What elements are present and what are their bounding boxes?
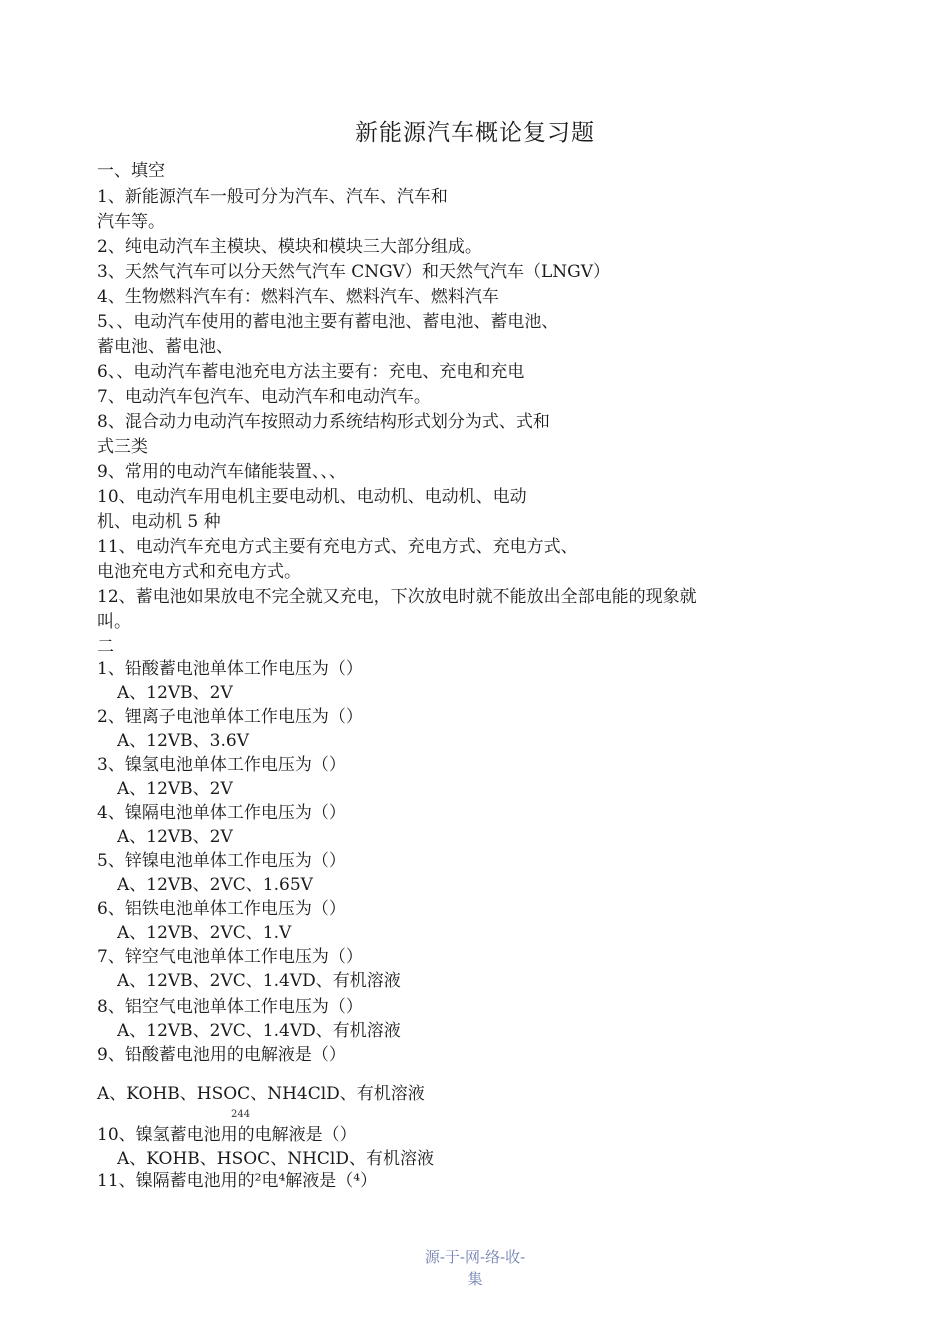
fill-line: 12、蓄电池如果放电不完全就又充电，下次放电时就不能放出全部电能的现象就 bbox=[97, 587, 697, 607]
mc-options: A、12VB、2V bbox=[117, 827, 233, 847]
fill-line: 蓄电池、蓄电池、 bbox=[97, 337, 233, 357]
fill-line: 9、常用的电动汽车储能装置、、、 bbox=[97, 462, 346, 482]
fill-line: 10、电动汽车用电机主要电动机、电动机、电动机、电动 bbox=[97, 487, 527, 507]
fill-line: 5、、电动汽车使用的蓄电池主要有蓄电池、蓄电池、蓄电池、 bbox=[97, 312, 559, 332]
mc-options: A、12VB、2VC、1.V bbox=[117, 923, 292, 943]
mc-options: A、12VB、2VC、1.65V bbox=[117, 875, 313, 895]
subscript-note: 244 bbox=[231, 1109, 251, 1120]
mc-question: 5、锌镍电池单体工作电压为（） bbox=[97, 851, 346, 871]
section-heading-mc: 二 bbox=[97, 637, 114, 657]
footer-line: 源-于-网-络-收- bbox=[424, 1248, 526, 1266]
mc-question: 11、镍隔蓄电池用的²电⁴解液是（⁴） bbox=[97, 1171, 378, 1191]
fill-line: 6、、电动汽车蓄电池充电方法主要有：充电、充电和充电 bbox=[97, 362, 525, 382]
mc-question: 10、镍氢蓄电池用的电解液是（） bbox=[97, 1125, 357, 1145]
fill-line: 7、电动汽车包汽车、电动汽车和电动汽车。 bbox=[97, 387, 431, 407]
mc-question: 7、锌空气电池单体工作电压为（） bbox=[97, 947, 363, 967]
fill-line: 11、电动汽车充电方式主要有充电方式、充电方式、充电方式、 bbox=[97, 537, 578, 557]
mc-question: 3、镍氢电池单体工作电压为（） bbox=[97, 755, 346, 775]
footer-watermark bbox=[0, 1246, 950, 1290]
mc-options: A、KOHB、HSOC、NH4ClD、有机溶液 bbox=[97, 1084, 425, 1104]
fill-line: 电池充电方式和充电方式。 bbox=[97, 562, 301, 582]
mc-question: 4、镍隔电池单体工作电压为（） bbox=[97, 803, 346, 823]
fill-line: 3、天然气汽车可以分天然气汽车 CNGV）和天然气汽车（LNGV） bbox=[97, 262, 610, 282]
mc-options: A、12VB、2VC、1.4VD、有机溶液 bbox=[117, 971, 401, 991]
fill-line: 2、纯电动汽车主模块、模块和模块三大部分组成。 bbox=[97, 237, 482, 257]
fill-line: 机、电动机 5 种 bbox=[97, 512, 221, 532]
footer-line: 集 bbox=[467, 1270, 483, 1288]
mc-question: 2、锂离子电池单体工作电压为（） bbox=[97, 707, 363, 727]
fill-line: 式三类 bbox=[97, 437, 148, 457]
fill-line: 4、生物燃料汽车有：燃料汽车、燃料汽车、燃料汽车 bbox=[97, 287, 499, 307]
fill-line: 8、混合动力电动汽车按照动力系统结构形式划分为式、式和 bbox=[97, 412, 550, 432]
fill-line: 1、新能源汽车一般可分为汽车、汽车、汽车和 bbox=[97, 187, 448, 207]
mc-options: A、KOHB、HSOC、NHClD、有机溶液 bbox=[117, 1149, 434, 1169]
fill-line: 汽车等。 bbox=[97, 212, 165, 232]
mc-question: 6、铝铁电池单体工作电压为（） bbox=[97, 899, 346, 919]
section-heading-fill: 一、填空 bbox=[97, 161, 165, 181]
mc-options: A、12VB、2VC、1.4VD、有机溶液 bbox=[117, 1021, 401, 1041]
mc-options: A、12VB、2V bbox=[117, 683, 233, 703]
fill-line: 叫。 bbox=[97, 612, 131, 632]
page-title: 新能源汽车概论复习题 bbox=[355, 120, 595, 146]
mc-options: A、12VB、2V bbox=[117, 779, 233, 799]
mc-question: 9、铅酸蓄电池用的电解液是（） bbox=[97, 1045, 346, 1065]
mc-options: A、12VB、3.6V bbox=[117, 731, 249, 751]
mc-question: 1、铅酸蓄电池单体工作电压为（） bbox=[97, 659, 363, 679]
mc-question: 8、铝空气电池单体工作电压为（） bbox=[97, 997, 363, 1017]
